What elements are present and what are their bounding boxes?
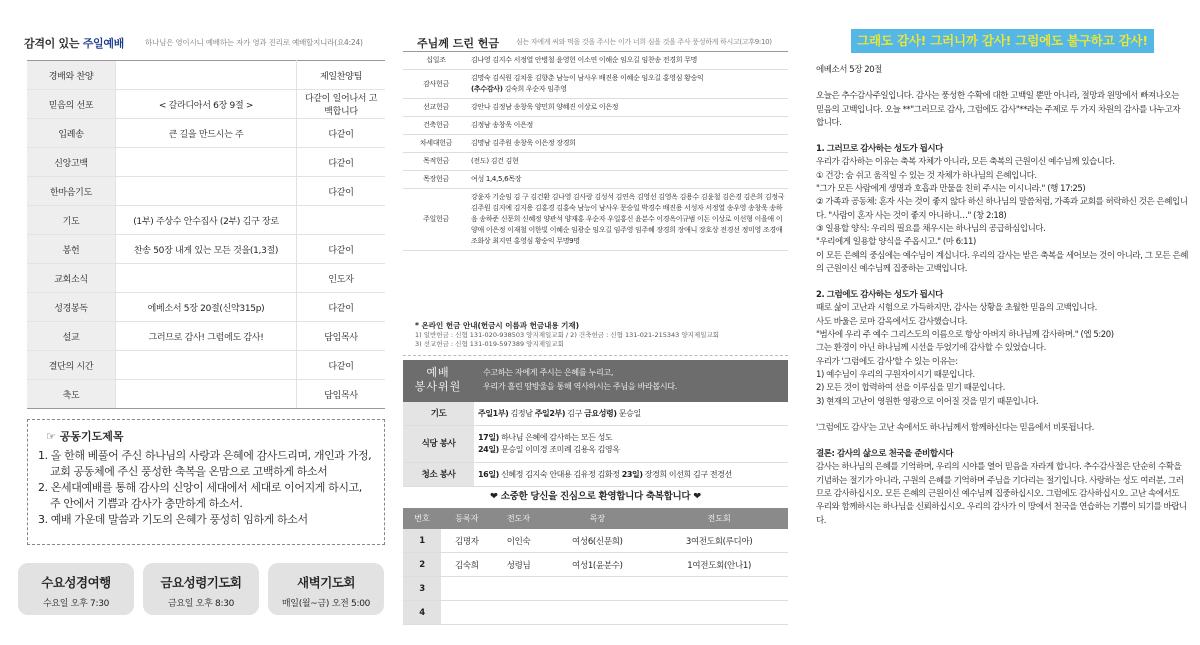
order-row bbox=[27, 177, 385, 206]
sermon-point-title: 1. 그러므로 감사하는 성도가 됩시다 bbox=[816, 144, 943, 155]
meeting-time: 금요일 오후 8:30 bbox=[167, 599, 235, 609]
newcomer-cell: 성령님 bbox=[493, 553, 545, 577]
duty-names bbox=[474, 463, 788, 487]
order-leader: 인도자 bbox=[297, 264, 386, 293]
newcomer-cell: 김명자 bbox=[441, 529, 493, 553]
worship-title-prefix: 감격이 있는 bbox=[24, 37, 83, 50]
offering-names bbox=[469, 135, 788, 153]
offering-row bbox=[403, 52, 788, 70]
worship-order-table bbox=[27, 60, 385, 409]
order-label: 믿음의 선포 bbox=[27, 90, 116, 119]
newcomer-cell bbox=[544, 601, 650, 625]
sermon-line: 2) 모든 것이 합력하여 선을 이루심을 믿기 때문입니다. bbox=[816, 383, 1005, 394]
sermon-line: ① 건강: 숨 쉬고 움직일 수 있는 것 자체가 하나님의 은혜입니다. bbox=[816, 170, 1037, 181]
sermon-line: 3) 현재의 고난이 영원한 영광으로 이어질 것을 믿기 때문입니다. bbox=[816, 396, 1039, 407]
order-row bbox=[27, 148, 385, 177]
worship-subtitle: 하나님은 영이시니 예배하는 자가 영과 진리로 예배할지니라(요4:24) bbox=[145, 38, 363, 47]
duty-names bbox=[474, 426, 788, 463]
order-content bbox=[116, 380, 297, 409]
order-leader bbox=[297, 206, 386, 235]
order-label: 결단의 시간 bbox=[27, 351, 116, 380]
order-content bbox=[116, 264, 297, 293]
meeting-title: 수요성경여행 bbox=[41, 575, 111, 590]
newcomer-header: 번호 bbox=[403, 508, 441, 529]
meeting-time: 수요일 오후 7:30 bbox=[42, 599, 110, 609]
sermon-line: 그는 환경이 아닌 하나님께 시선을 두었기에 감사할 수 있었습니다. bbox=[816, 343, 1046, 354]
offering-row bbox=[403, 171, 788, 189]
order-content: < 갈라디아서 6장 9절 > bbox=[116, 90, 297, 119]
order-label: 축도 bbox=[27, 380, 116, 409]
offering-type: 십일조 bbox=[403, 52, 469, 70]
newcomer-cell bbox=[441, 601, 493, 625]
newcomer-cell: 2 bbox=[403, 553, 441, 577]
duty-text: 신혜정 김지숙 안대용 김유정 김화정 bbox=[498, 469, 622, 479]
order-row bbox=[27, 90, 385, 119]
duty-text: 장경희 이선희 김구 전경선 bbox=[642, 469, 732, 479]
sermon-line: 이 모든 은혜의 중심에는 예수님이 계십니다. 우리의 감사는 받은 축복을 세어보는 것이 아니라, 그 모든 은혜의 근원이신 예수님께 집중하는 고백입니다. bbox=[816, 250, 1189, 274]
duty-names bbox=[474, 402, 788, 426]
offering-type: 목적헌금 bbox=[403, 153, 469, 171]
offering-type: 차세대헌금 bbox=[403, 135, 469, 153]
sermon-point-body bbox=[816, 156, 1188, 276]
order-leader: 제일찬양팀 bbox=[297, 61, 386, 90]
offering-row bbox=[403, 153, 788, 171]
newcomer-cell: 3 bbox=[403, 577, 441, 601]
newcomer-header-row bbox=[403, 508, 788, 529]
newcomer-cell: 김숙희 bbox=[441, 553, 493, 577]
order-label: 기도 bbox=[27, 206, 116, 235]
meeting-wednesday bbox=[18, 563, 134, 615]
sermon-text bbox=[816, 64, 1188, 528]
service-committee-header bbox=[403, 360, 788, 402]
duty-text: 주일1부) bbox=[478, 408, 509, 418]
offering-names-text: 김나영 김지수 서정열 안병철 윤영헌 이소연 이해순 임오길 임찬송 전경희 무명 bbox=[471, 56, 698, 64]
offering-table bbox=[403, 51, 788, 251]
service-text-line: 수고하는 자에게 주시는 은혜를 누리고, bbox=[483, 368, 614, 377]
newcomer-cell bbox=[493, 577, 545, 601]
newcomer-cell: 1 bbox=[403, 529, 441, 553]
order-row bbox=[27, 264, 385, 293]
offering-type: 목장헌금 bbox=[403, 171, 469, 189]
duty-text: 하나님 은혜에 감사하는 모든 성도 bbox=[498, 433, 613, 442]
duty-text: 23일) bbox=[621, 469, 643, 479]
order-row bbox=[27, 322, 385, 351]
order-leader: 다같이 bbox=[297, 351, 386, 380]
order-leader: 다같이 bbox=[297, 235, 386, 264]
order-row bbox=[27, 206, 385, 235]
online-offering-info bbox=[403, 318, 788, 356]
offering-row bbox=[403, 70, 788, 99]
sermon-conclusion-title: 결론: 감사의 삶으로 천국을 준비합시다 bbox=[816, 449, 954, 460]
offering-type: 건축헌금 bbox=[403, 117, 469, 135]
online-line: 3) 선교헌금 : 신협 131-019-597389 양지제일교회 bbox=[415, 340, 564, 348]
offering-names bbox=[469, 117, 788, 135]
service-label-line: 봉사위원 bbox=[414, 380, 462, 393]
service-label bbox=[403, 360, 473, 402]
service-text-line: 우리가 흘린 땀방울을 통해 역사하시는 주님을 바라봅시다. bbox=[483, 382, 677, 391]
order-row bbox=[27, 235, 385, 264]
sermon-point-body bbox=[816, 302, 1188, 408]
duty-row bbox=[403, 463, 788, 487]
order-content: (1부) 주상수 안수집사 (2부) 김구 장로 bbox=[116, 206, 297, 235]
newcomer-cell bbox=[441, 577, 493, 601]
newcomer-cell: 여성6(신문희) bbox=[544, 529, 650, 553]
order-leader: 담임목사 bbox=[297, 322, 386, 351]
offering-row bbox=[403, 99, 788, 117]
offering-type: 선교헌금 bbox=[403, 99, 469, 117]
worship-title-highlight: 주일예배 bbox=[82, 37, 125, 50]
duty-text: 17일) bbox=[478, 433, 499, 442]
sermon-line: "우리에게 일용할 양식을 주옵시고." (마 6:11) bbox=[816, 237, 976, 248]
sermon-line: "그가 모든 사람에게 생명과 호흡과 만물을 친히 주시는 이시니라." (행 17:25) bbox=[816, 184, 1086, 195]
duty-row bbox=[403, 402, 788, 426]
sermon-panel bbox=[800, 0, 1200, 645]
order-leader: 다같이 bbox=[297, 293, 386, 322]
offering-names bbox=[469, 70, 788, 99]
sermon-line: 때로 삶이 고난과 시험으로 가득하지만, 감사는 상황을 초월한 믿음의 고백입니다. bbox=[816, 303, 1097, 314]
order-label: 성경봉독 bbox=[27, 293, 116, 322]
offering-type: 주일헌금 bbox=[403, 189, 469, 251]
offering-names-text: 강안나 김정남 송창욱 양민희 양혜진 이상로 이은정 bbox=[471, 103, 619, 111]
sermon-point-close: '그럼에도 감사'는 고난 속에서도 하나님께서 함께하신다는 믿음에서 비롯됩니다. bbox=[816, 422, 1094, 433]
order-label: 봉헌 bbox=[27, 235, 116, 264]
prayer-item: 2. 온세대예배를 통해 감사의 신앙이 세대에서 세대로 이어지게 하시고, 주 안에서 기쁨과 감사가 충만하게 하소서. bbox=[38, 481, 362, 510]
newcomer-row bbox=[403, 601, 788, 625]
offering-names-text: 김명남 김주원 송창욱 이은정 장경희 bbox=[471, 139, 576, 147]
sermon-banner: 그래도 감사! 그러니까 감사! 그럼에도 불구하고 감사! bbox=[851, 29, 1154, 53]
newcomer-cell: 이인숙 bbox=[493, 529, 545, 553]
online-line: 1) 일반헌금 : 신협 131-020-938503 양지제일교회 / 2) 건축헌금 : 신협 131-021-215343 양지제일교회 bbox=[415, 331, 720, 339]
prayer-box bbox=[27, 419, 385, 545]
sermon-line: 사도 바울은 로마 감옥에서도 감사했습니다. bbox=[816, 316, 967, 327]
newcomer-cell bbox=[544, 577, 650, 601]
order-content: 찬송 50장 내게 있는 모든 것을(1,3절) bbox=[116, 235, 297, 264]
newcomer-cell: 1여전도회(안나1) bbox=[650, 553, 788, 577]
offering-names-tail: 김숙희 우순자 임주영 bbox=[502, 85, 567, 93]
prayer-list bbox=[38, 448, 374, 528]
newcomer-cell bbox=[493, 601, 545, 625]
order-row bbox=[27, 293, 385, 322]
newcomer-row bbox=[403, 529, 788, 553]
meeting-dawn bbox=[268, 563, 384, 615]
order-leader: 다같이 bbox=[297, 119, 386, 148]
duty-label: 청소 봉사 bbox=[403, 463, 474, 487]
order-content bbox=[116, 351, 297, 380]
sermon-point-title: 2. 그럼에도 감사하는 성도가 됩시다 bbox=[816, 290, 943, 301]
sermon-intro: 오늘은 추수감사주일입니다. 감사는 풍성한 수확에 대한 고백일 뿐만 아니라, 절망과 원망에서 빠져나오는 믿음의 고백입니다. 오늘 **"그러므로 감사, 그럼에도 감사"**라는 주제로 두 가지 차원의 감사를 나누고자 합니다. bbox=[816, 91, 1181, 128]
prayer-title: ☞ 공동기도제목 bbox=[46, 430, 124, 443]
offering-names bbox=[469, 52, 788, 70]
offering-names bbox=[469, 171, 788, 189]
order-content: 그러므로 감사! 그럼에도 감사! bbox=[116, 322, 297, 351]
newcomer-cell: 3여전도회(루디아) bbox=[650, 529, 788, 553]
duty-text: 24일) bbox=[478, 445, 499, 454]
newcomer-cell: 여성1(윤분수) bbox=[544, 553, 650, 577]
sermon-line: 1) 예수님이 우리의 구원자이시기 때문입니다. bbox=[816, 369, 975, 380]
sermon-line: 우리가 '그럼에도 감사'할 수 있는 이유는: bbox=[816, 356, 958, 367]
order-leader: 담임목사 bbox=[297, 380, 386, 409]
newcomer-header: 전도자 bbox=[493, 508, 545, 529]
newcomer-header: 전도회 bbox=[650, 508, 788, 529]
online-title: * 온라인 헌금 안내(헌금시 이름과 헌금내용 기재) bbox=[415, 321, 580, 330]
duty-text: 문승일 이미경 조미례 김용옥 김영옥 bbox=[498, 445, 620, 454]
sermon-passage: 에베소서 5장 20절 bbox=[816, 65, 882, 75]
meeting-time: 매일(월~금) 오전 5:00 bbox=[281, 599, 371, 609]
offering-row bbox=[403, 135, 788, 153]
welcome-banner: ❤ 소중한 당신을 진심으로 환영합니다 축복합니다 ❤ bbox=[490, 491, 701, 502]
prayer-item: 3. 예배 가운데 말씀과 기도의 은혜가 풍성히 임하게 하소서 bbox=[38, 513, 308, 526]
newcomer-row bbox=[403, 553, 788, 577]
order-leader: 다같이 일어나서 고백합니다 bbox=[297, 90, 386, 119]
duty-label: 식당 봉사 bbox=[403, 426, 474, 463]
newcomer-table bbox=[403, 508, 788, 625]
order-row bbox=[27, 119, 385, 148]
order-label: 한마음기도 bbox=[27, 177, 116, 206]
duty-text: 16일) bbox=[478, 469, 499, 479]
sermon-conclusion: 감사는 하나님의 은혜를 기억하며, 우리의 시야를 열어 믿음을 자라게 합니다. 추수감사절은 단순히 수확을 기념하는 절기가 아니라, 구원의 은혜를 기억하며 주님을 기다리는 절기입니다. 사랑하는 성도 여러분, 그러므로 감사하십시오. 모든 은혜의 근원이신 예수님께 집중하십시오. 그럼에도 감사하십시오. 고난 속에서도 우리와 함께하시는 하나님을 신뢰하십시오. 우리의 감사가 이 땅에서 천국을 연습하는 기쁨이 되기를 바랍니다. bbox=[816, 462, 1187, 526]
service-duty-table bbox=[403, 402, 788, 487]
newcomer-header: 등록자 bbox=[441, 508, 493, 529]
offering-names bbox=[469, 153, 788, 171]
service-label-line: 예배 bbox=[426, 366, 450, 379]
prayer-item: 1. 올 한해 베풀어 주신 하나님의 사랑과 은혜에 감사드리며, 개인과 가정, 교회 공동체에 주신 풍성한 축복을 온맘으로 고백하게 하소서 bbox=[38, 449, 372, 478]
order-content bbox=[116, 148, 297, 177]
duty-text: 김구 bbox=[565, 408, 585, 418]
order-label: 교회소식 bbox=[27, 264, 116, 293]
meeting-title: 금요성령기도회 bbox=[160, 575, 242, 590]
order-content: 에베소서 5장 20절(신약315p) bbox=[116, 293, 297, 322]
offering-type: 감사헌금 bbox=[403, 70, 469, 99]
order-row bbox=[27, 61, 385, 90]
offering-title: 주님께 드린 헌금 bbox=[417, 37, 500, 50]
duty-text: 김정남 bbox=[508, 408, 535, 418]
service-text bbox=[483, 366, 782, 394]
offering-names bbox=[469, 99, 788, 117]
meeting-title: 새벽기도회 bbox=[297, 575, 355, 590]
sermon-line: ③ 일용할 양식: 우리의 필요를 채우시는 하나님의 공급하심입니다. bbox=[816, 223, 1046, 234]
order-row bbox=[27, 380, 385, 409]
offering-names bbox=[469, 189, 788, 251]
offering-names-text: 김명숙 김식원 김치웅 김향춘 남능이 남사우 배진용 이혜순 임오길 홍영심 황숭익 bbox=[471, 74, 704, 82]
offering-names-text: (전도) 김건 김현 bbox=[471, 157, 519, 165]
order-label: 설교 bbox=[27, 322, 116, 351]
duty-row bbox=[403, 426, 788, 463]
order-label: 입례송 bbox=[27, 119, 116, 148]
offering-names-bold: (추수감사) bbox=[471, 85, 503, 93]
order-leader: 다같이 bbox=[297, 177, 386, 206]
duty-text: 금요성령) bbox=[584, 408, 617, 418]
order-label: 경배와 찬양 bbox=[27, 61, 116, 90]
newcomer-cell bbox=[650, 577, 788, 601]
offering-names-text: 김정남 송창욱 이은정 bbox=[471, 121, 534, 129]
order-row bbox=[27, 351, 385, 380]
newcomer-row bbox=[403, 577, 788, 601]
newcomer-cell: 4 bbox=[403, 601, 441, 625]
newcomer-header: 목장 bbox=[544, 508, 650, 529]
sermon-line: "범사에 우리 주 예수 그리스도의 이름으로 항상 아버지 하나님께 감사하며." (엡 5:20) bbox=[816, 330, 1114, 341]
order-content bbox=[116, 61, 297, 90]
meeting-friday bbox=[143, 563, 259, 615]
offering-names-text: 강윤자 기순임 김 구 김건환 김나영 김사랑 김성석 김연옥 김영선 김영옥 김용수 김윤철 김은경 김은희 김정국 김주원 김지예 김지용 김홍경 김홍숙 남능이 남사우 문승일 박경수 배진용 서성자 서정열 송우영 송창욱 송하음 송하준 신문희 신혜정 양관석 양재홍 우순자 우일홍신 윤분수 이경옥이규범 이돈 이상로 이선형 이을애 이양애 이은정 이재철 이한빛 이혜순 임광순 임오길 임주영 임주혜 장경희 장애니 장호상 전경선 정미영 조경애 조화상 최지연 홍영심 황숭익 무명9명 bbox=[471, 193, 785, 245]
worship-order-panel bbox=[0, 0, 400, 645]
offering-row bbox=[403, 117, 788, 135]
offering-panel bbox=[403, 0, 790, 645]
duty-label: 기도 bbox=[403, 402, 474, 426]
sermon-line: ② 가족과 공동체: 혼자 사는 것이 좋지 않다 하신 하나님의 말씀처럼, 가족과 교회를 허락하신 것은 은혜입니다. "사람이 혼자 사는 것이 좋지 아니하니…" (창 2:18) bbox=[816, 197, 1188, 221]
duty-text: 주일2부) bbox=[534, 408, 566, 418]
sermon-line: 우리가 감사하는 이유는 축복 자체가 아니라, 모든 축복의 근원이신 예수님께 있습니다. bbox=[816, 157, 1115, 168]
order-leader: 다같이 bbox=[297, 148, 386, 177]
worship-title bbox=[24, 35, 124, 51]
order-content: 큰 길을 만드시는 주 bbox=[116, 119, 297, 148]
offering-names-text: 여성 1,4,5,6목장 bbox=[471, 175, 522, 183]
newcomer-cell bbox=[650, 601, 788, 625]
order-label: 신앙고백 bbox=[27, 148, 116, 177]
offering-subtitle: 심는 자에게 씨와 먹을 것을 주시는 이가 너희 심을 것을 주사 풍성하게 하시고(고후9:10) bbox=[516, 38, 772, 46]
offering-row bbox=[403, 189, 788, 251]
order-content bbox=[116, 177, 297, 206]
duty-text: 문승일 bbox=[616, 408, 641, 418]
